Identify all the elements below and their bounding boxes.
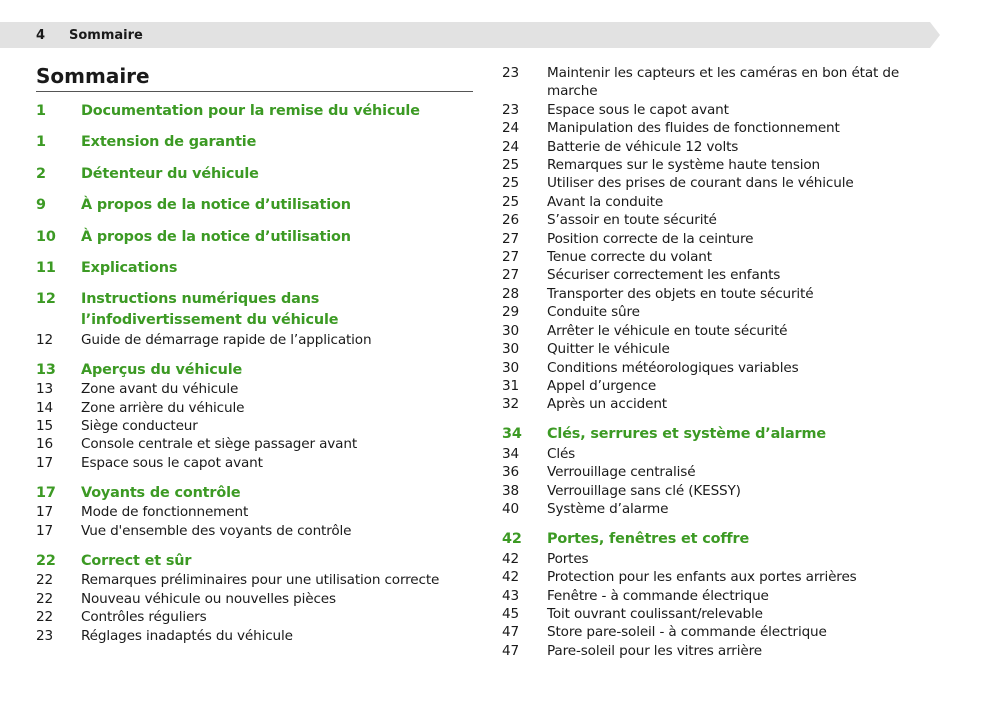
toc-item-entry[interactable] [502,303,922,321]
toc-page-number: 17 [36,454,53,471]
toc-item-entry[interactable] [36,435,476,453]
toc-entry-title: Nouveau véhicule ou nouvelles pièces [81,590,336,607]
toc-page-number: 38 [502,482,519,499]
toc-page-number: 25 [502,157,519,174]
toc-page-number: 14 [36,399,53,416]
toc-section-entry[interactable] [36,360,476,381]
toc-item-entry[interactable] [502,285,922,303]
toc-entry-title: Documentation pour la remise du véhicule [81,103,420,119]
toc-item-entry[interactable] [502,642,922,660]
toc-entry-title: Contrôles réguliers [81,609,207,626]
toc-entry-title: S’assoir en toute sécurité [547,212,717,229]
toc-section-entry[interactable] [36,164,476,185]
toc-item-entry[interactable] [502,322,922,340]
toc-item-entry[interactable] [502,623,922,641]
toc-entry-title: Portes, fenêtres et coffre [547,531,750,548]
toc-page-number: 1 [36,134,46,151]
toc-entry-title: Conditions météorologiques variables [547,359,799,376]
toc-entry-title: Explications [81,259,178,276]
toc-entry-title: Correct et sûr [81,552,192,569]
toc-item-entry[interactable] [502,587,922,605]
toc-item-entry[interactable] [502,119,922,137]
toc-page-number: 42 [502,569,519,586]
toc-page-number: 22 [36,552,56,569]
toc-item-entry[interactable] [36,399,476,417]
toc-page-number: 17 [36,504,53,521]
toc-entry-title: Verrouillage sans clé (KESSY) [547,482,741,499]
toc-page-number: 47 [502,624,519,641]
toc-page-number: 25 [502,175,519,192]
toc-entry-title: Zone avant du véhicule [81,381,239,398]
toc-page-number: 27 [502,249,519,266]
toc-entry-title: Système d’alarme [547,501,669,518]
toc-section-entry[interactable] [36,258,476,279]
toc-item-entry[interactable] [502,395,922,413]
toc-entry-title: Aperçus du véhicule [81,361,243,378]
toc-entry-title: Instructions numériques dans l’infodivertissement du véhicule [81,291,339,328]
toc-page-number: 22 [36,590,53,607]
toc-entry-title: Avant la conduite [547,193,664,210]
toc-entry-title: Fenêtre - à commande électrique [547,587,769,604]
toc-item-entry[interactable] [502,266,922,284]
toc-page-number: 11 [36,259,56,276]
toc-page-number: 10 [36,228,56,245]
toc-entry-title: Position correcte de la ceinture [547,230,754,247]
toc-page-number: 45 [502,605,519,622]
toc-entry-title: Verrouillage centralisé [547,464,696,481]
toc-entry-title: Utiliser des prises de courant dans le véhicule [547,175,854,192]
toc-item-entry[interactable] [502,463,922,481]
toc-page-number: 31 [502,377,519,394]
toc-item-entry[interactable] [502,193,922,211]
page-title: Sommaire [36,64,473,92]
toc-page-number: 24 [502,120,519,137]
toc-entry-title: Détenteur du véhicule [81,165,259,182]
page-header [0,22,930,48]
toc-page-number: 16 [36,436,53,453]
toc-entry-title: Remarques sur le système haute tension [547,157,821,174]
toc-page-number: 28 [502,285,519,302]
toc-item-entry[interactable] [36,503,476,521]
toc-page-number: 23 [36,627,53,644]
toc-page-number: 12 [36,331,53,348]
toc-section-entry[interactable] [36,101,476,122]
toc-page-number: 13 [36,381,53,398]
toc-item-entry[interactable] [502,101,922,119]
toc-page-number: 17 [36,484,56,501]
page-number: 4 [36,27,46,43]
toc-page-number: 9 [36,197,46,214]
toc-item-entry[interactable] [502,248,922,266]
toc-page-number: 23 [502,101,519,118]
toc-entry-title: Après un accident [547,396,667,413]
toc-item-entry[interactable] [36,627,476,645]
toc-section-entry[interactable] [36,132,476,153]
toc-page-number: 30 [502,322,519,339]
toc-left-column [36,101,476,645]
toc-page-number: 32 [502,396,519,413]
toc-item-entry[interactable] [36,590,476,608]
toc-item-entry[interactable] [36,417,476,435]
toc-entry-title: Espace sous le capot avant [81,454,263,471]
toc-entry-title: Zone arrière du véhicule [81,399,245,416]
toc-item-entry[interactable] [36,571,476,589]
toc-entry-title: Batterie de véhicule 12 volts [547,138,739,155]
toc-item-entry[interactable] [502,156,922,174]
toc-entry-title: Quitter le véhicule [547,341,670,358]
toc-entry-title: À propos de la notice d’utilisation [81,228,351,245]
toc-entry-title: Conduite sûre [547,304,640,321]
toc-entry-title: Appel d’urgence [547,377,657,394]
toc-item-entry[interactable] [502,64,922,101]
toc-page-number: 12 [36,291,56,308]
toc-section-entry[interactable] [36,551,476,572]
toc-item-entry[interactable] [36,454,476,472]
toc-entry-title: Store pare-soleil - à commande électrique [547,624,827,641]
toc-page-number: 42 [502,531,522,548]
toc-section-entry[interactable] [502,424,922,445]
toc-item-entry[interactable] [502,230,922,248]
toc-entry-title: À propos de la notice d’utilisation [81,197,351,214]
toc-entry-title: Mode de fonctionnement [81,504,249,521]
toc-entry-title: Clés, serrures et système d’alarme [547,426,826,443]
toc-entry-title: Arrêter le véhicule en toute sécurité [547,322,788,339]
toc-item-entry[interactable] [502,340,922,358]
toc-item-entry[interactable] [502,500,922,518]
toc-page-number: 40 [502,501,519,518]
toc-page-number: 30 [502,341,519,358]
toc-item-entry[interactable] [502,174,922,192]
toc-section-entry[interactable] [36,227,476,248]
toc-item-entry[interactable] [502,377,922,395]
toc-entry-title: Clés [547,445,576,462]
toc-item-entry[interactable] [502,359,922,377]
toc-page-number: 34 [502,426,522,443]
toc-page-number: 36 [502,464,519,481]
toc-entry-title: Vue d'ensemble des voyants de contrôle [81,522,352,539]
toc-entry-title: Remarques préliminaires pour une utilisation correcte [81,572,440,589]
toc-page-number: 26 [502,212,519,229]
toc-item-entry[interactable] [36,522,476,540]
toc-page-number: 17 [36,522,53,539]
toc-section-entry[interactable] [36,483,476,504]
toc-page-number: 27 [502,267,519,284]
toc-entry-title: Guide de démarrage rapide de l’application [81,331,372,348]
toc-section-entry[interactable] [36,289,476,330]
toc-page-number: 22 [36,572,53,589]
toc-page-number: 1 [36,103,46,119]
toc-page-number: 34 [502,445,519,462]
toc-page-number: 15 [36,417,53,434]
toc-entry-title: Console centrale et siège passager avant [81,436,358,453]
toc-item-entry[interactable] [502,568,922,586]
toc-entry-title: Portes [547,550,589,567]
toc-section-entry[interactable] [502,529,922,550]
toc-page-number: 13 [36,361,56,378]
toc-entry-title: Réglages inadaptés du véhicule [81,627,293,644]
toc-entry-title: Pare-soleil pour les vitres arrière [547,642,762,659]
toc-item-entry[interactable] [36,380,476,398]
toc-entry-title: Voyants de contrôle [81,484,241,501]
toc-page-number: 27 [502,230,519,247]
toc-page-number: 25 [502,193,519,210]
toc-item-entry[interactable] [502,445,922,463]
toc-page-number: 43 [502,587,519,604]
toc-page-number: 29 [502,304,519,321]
toc-entry-title: Toit ouvrant coulissant/relevable [547,605,763,622]
toc-item-entry[interactable] [502,138,922,156]
toc-entry-title: Manipulation des fluides de fonctionnement [547,120,840,137]
toc-item-entry[interactable] [502,550,922,568]
toc-entry-title: Protection pour les enfants aux portes arrières [547,569,857,586]
header-arrow-shape [930,22,940,48]
toc-page-number: 47 [502,642,519,659]
toc-page-number: 23 [502,65,519,81]
toc-entry-title: Espace sous le capot avant [547,101,729,118]
header-title: Sommaire [69,27,143,43]
toc-item-entry[interactable] [36,608,476,626]
toc-page-number: 42 [502,550,519,567]
toc-entry-title: Siège conducteur [81,417,198,434]
toc-entry-title: Transporter des objets en toute sécurité [547,285,814,302]
toc-page-number: 24 [502,138,519,155]
toc-page-number: 22 [36,609,53,626]
toc-entry-title: Tenue correcte du volant [547,249,712,266]
toc-entry-title: Extension de garantie [81,134,257,151]
toc-item-entry[interactable] [502,605,922,623]
toc-page-number: 30 [502,359,519,376]
toc-entry-title: Sécuriser correctement les enfants [547,267,781,284]
toc-item-entry[interactable] [502,211,922,229]
toc-entry-title: Maintenir les capteurs et les caméras en bon état de marche [547,65,900,100]
toc-right-column [502,64,922,660]
toc-page-number: 2 [36,165,46,182]
toc-section-entry[interactable] [36,195,476,216]
toc-item-entry[interactable] [36,331,476,349]
toc-item-entry[interactable] [502,482,922,500]
